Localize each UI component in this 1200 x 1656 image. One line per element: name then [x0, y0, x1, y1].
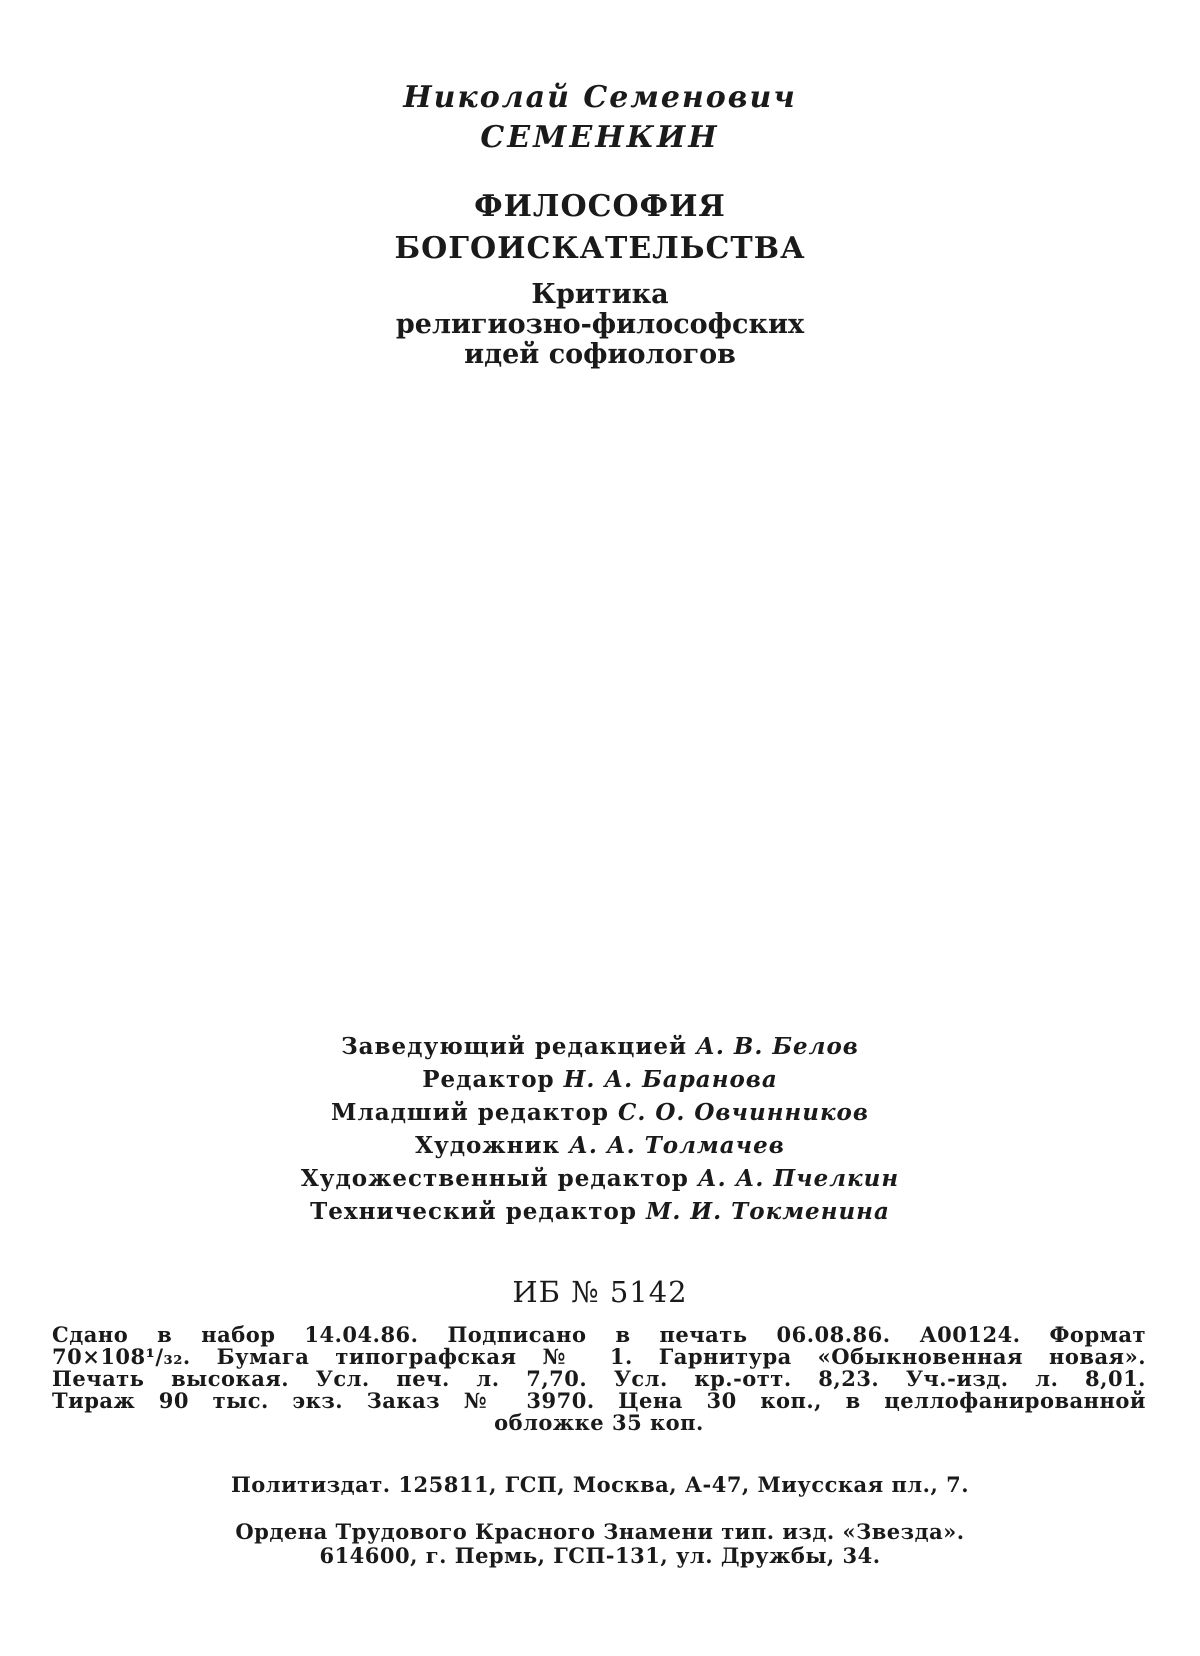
subtitle-line-1: Критика — [531, 279, 669, 310]
credit-person: С. О. Овчинников — [618, 1099, 869, 1126]
subtitle-line-2: религиозно-философских — [395, 309, 805, 340]
credit-role: Технический редактор — [310, 1198, 637, 1225]
credit-role: Младший редактор — [331, 1099, 609, 1126]
credit-line — [0, 1162, 1200, 1195]
credits-list — [0, 1030, 1200, 1228]
ib-number: ИБ № 5142 — [512, 1275, 688, 1309]
credit-person: А. В. Белов — [696, 1033, 859, 1060]
credit-role: Художественный редактор — [300, 1165, 689, 1192]
imprint-line-3: Печать высокая. Усл. печ. л. 7,70. Усл. кр.-отт. 8,23. Уч.-изд. л. 8,01. — [52, 1366, 1146, 1391]
credit-line — [0, 1195, 1200, 1228]
credit-person: А. А. Пчелкин — [697, 1165, 900, 1192]
credit-line — [0, 1129, 1200, 1162]
credit-line — [0, 1030, 1200, 1063]
credit-role: Заведующий редакцией — [341, 1033, 688, 1060]
printer-address — [0, 1520, 1200, 1568]
printer-line-2: 614600, г. Пермь, ГСП-131, ул. Дружбы, 34. — [319, 1543, 881, 1568]
book-title — [0, 186, 1200, 270]
author-given-names: Николай Семенович — [403, 80, 797, 115]
credit-person: А. А. Толмачев — [569, 1132, 785, 1159]
publisher-address: Политиздат. 125811, ГСП, Москва, А-47, Миусская пл., 7. — [230, 1472, 970, 1497]
credit-role: Художник — [415, 1132, 561, 1159]
credit-line — [0, 1096, 1200, 1129]
title-line-2: БОГОИСКАТЕЛЬСТВА — [394, 231, 806, 266]
imprint-line-4: Тираж 90 тыс. экз. Заказ № 3970. Цена 30 коп., в целлофанированной — [52, 1388, 1146, 1413]
subtitle-line-3: идей софиологов — [464, 339, 736, 370]
imprint-line-5: обложке 35 коп. — [494, 1410, 704, 1435]
author-surname: СЕМЕНКИН — [480, 120, 720, 155]
credit-role: Редактор — [422, 1066, 555, 1093]
credit-person: М. И. Токменина — [645, 1198, 890, 1225]
imprint-line-1: Сдано в набор 14.04.86. Подписано в печать 06.08.86. А00124. Формат — [52, 1322, 1146, 1347]
imprint-details — [52, 1324, 1146, 1434]
printer-line-1: Ордена Трудового Красного Знамени тип. изд. «Звезда». — [235, 1519, 965, 1544]
credit-line — [0, 1063, 1200, 1096]
title-line-1: ФИЛОСОФИЯ — [474, 189, 726, 224]
book-subtitle — [0, 280, 1200, 370]
imprint-line-2: 70×108¹/₃₂. Бумага типографская № 1. Гарнитура «Обыкновенная новая». — [52, 1344, 1146, 1369]
credit-person: Н. А. Баранова — [563, 1066, 778, 1093]
